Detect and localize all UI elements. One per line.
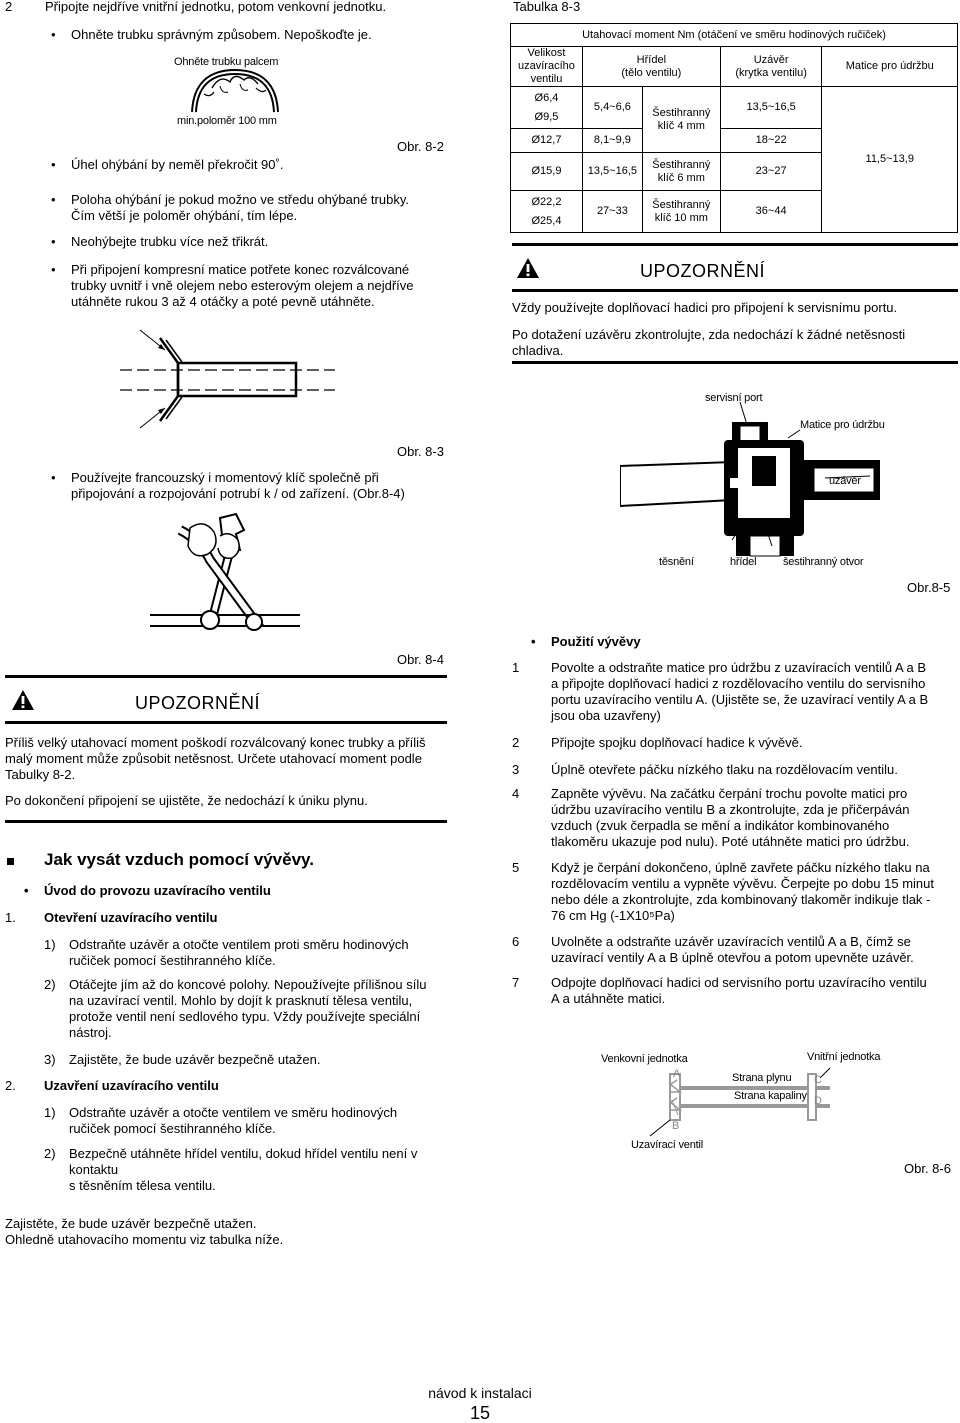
- table-cap-cell: 18~22: [720, 129, 822, 153]
- step-2-title: Připojte nejdříve vnitřní jednotku, potom venkovní jednotku.: [45, 0, 387, 14]
- bottom-line-1: Zajistěte, že bude uzávěr bezpečně utažen.: [5, 1216, 257, 1231]
- pump-step-4-line: vzduch (zvuk čerpadla se mění a indikátor kombinovaného: [551, 818, 890, 833]
- table-col-nut: Matice pro údržbu: [822, 47, 958, 87]
- close-valve-number: 2.: [5, 1078, 16, 1093]
- close-item-1-line: ručiček pomocí šestihranného klíče.: [69, 1121, 276, 1136]
- fig83-caption: Obr. 8-3: [397, 444, 444, 459]
- left-warning-bar: [5, 675, 447, 731]
- fig86-indoor: Vnitřní jednotka: [807, 1051, 881, 1063]
- table-nut-cell: 11,5~13,9: [822, 87, 958, 233]
- fig82-label-thumb: Ohněte trubku palcem: [174, 56, 279, 68]
- fig86-d: D: [814, 1095, 822, 1107]
- pump-step-5-line: Když je čerpání dokončeno, úplně zavřete páčku nízkého tlaku na: [551, 860, 930, 875]
- pump-step-4-num: 4: [512, 786, 520, 801]
- pump-step-3: [512, 762, 958, 778]
- table-col-size: Velikost uzavíracího ventilu: [511, 47, 583, 87]
- pump-step-5-line: nebo déle a zkontrolujte, zda kombinovaný tlakoměr indikuje tlak -: [551, 892, 931, 907]
- page-number: 15: [469, 1403, 491, 1423]
- open-item-3-num: 3): [44, 1052, 56, 1067]
- torque-table: [510, 23, 958, 233]
- pump-step-2: [512, 735, 958, 751]
- table-torque-cell: 8,1~9,9: [582, 129, 642, 153]
- pump-title: • Použití vývěvy: [551, 634, 641, 650]
- pump-step-7: [512, 975, 958, 1007]
- fig86-liquid: Strana kapaliny: [734, 1090, 807, 1102]
- open-item-2-line: Otáčejte jím až do koncové polohy. Nepoužívejte přílišnou sílu: [69, 977, 427, 992]
- bottom-line-2: Ohledně utahovacího momentu viz tabulka níže.: [5, 1232, 284, 1247]
- fig86-b: B: [672, 1120, 680, 1132]
- pump-step-1-line: portu uzavíracího ventilu A. (Ujistěte se, že uzavírací ventily A a B: [551, 692, 929, 707]
- open-valve-number: 1.: [5, 910, 16, 925]
- fig84-caption: Obr. 8-4: [397, 652, 444, 667]
- open-item-3: [44, 1052, 454, 1068]
- right-warning-text-1: Vždy používejte doplňovací hadici pro připojení k servisnímu portu.: [512, 300, 898, 315]
- table-col-cap: Uzávěr (krytka ventilu): [720, 47, 822, 87]
- fig85-service-port: servisní port: [705, 392, 763, 404]
- position-line-2: Čím větší je poloměr ohýbání, tím lépe.: [71, 208, 298, 223]
- flare-pipe-illustration: [120, 328, 335, 433]
- close-item-1-num: 1): [44, 1105, 56, 1120]
- right-warning-title: UPOZORNĚNÍ: [640, 261, 766, 281]
- right-warning-bottom-line: [512, 361, 958, 364]
- pump-step-5-line: 76 cm Hg (-1X10⁵Pa): [551, 908, 675, 923]
- pump-step-1-num: 1: [512, 660, 520, 675]
- table-key-cell: Šestihranný klíč 4 mm: [642, 87, 720, 153]
- wrench-line-2: připojování a rozpojování potrubí k / od zařízení. (Obr.8-4): [71, 486, 405, 501]
- oil-line-3: utáhněte rukou 3 až 4 otáčky a poté pevně utáhněte.: [71, 294, 375, 309]
- left-warning-bottom-line: [5, 820, 447, 823]
- pump-step-4-line: údržbu uzavíracího ventilu B a zkontrolujte, zda je přičerpáván: [551, 802, 910, 817]
- close-valve-title: Uzavření uzavíracího ventilu: [44, 1078, 219, 1093]
- table-size-cell: Ø15,9: [511, 153, 583, 191]
- left-warning-title: UPOZORNĚNÍ: [135, 693, 261, 713]
- valve-intro: • Úvod do provozu uzavíracího ventilu: [44, 883, 271, 899]
- threetimes-bullet: • Neohýbejte trubku více než třikrát.: [71, 234, 268, 250]
- left-warning-line-2: malý moment může způsobit netěsnost. Určete utahovací moment podle: [5, 751, 422, 766]
- pump-step-2-line: Připojte spojku doplňovací hadice k vývěvě.: [551, 735, 803, 750]
- angle-bullet: • Úhel ohýbání by neměl překročit 90˚.: [71, 157, 283, 173]
- open-item-2-num: 2): [44, 977, 56, 992]
- oil-line-1: • Při připojení kompresní matice potřete konec rozválcované: [71, 262, 410, 277]
- fig85-cap: uzávěr: [829, 475, 861, 487]
- pump-step-4-line: tlakoměru ukazuje pod nulu). Poté utáhněte matici pro údržbu.: [551, 834, 910, 849]
- warning-triangle-icon: [11, 689, 35, 711]
- fig85-hex: šestihranný otvor: [783, 556, 864, 568]
- wrench-illustration: [150, 510, 300, 640]
- table-size-cell: Ø12,7: [511, 129, 583, 153]
- wrench-line-1: • Používejte francouzský i momentový klíč společně při: [71, 470, 379, 485]
- pump-step-5-line: rozdělovacím ventilu a vypněte vývěvu. Čerpejte po dobu 15 minut: [551, 876, 934, 891]
- fig82-caption: Obr. 8-2: [397, 139, 444, 154]
- fig86-caption: Obr. 8-6: [904, 1161, 951, 1176]
- open-item-3-line: Zajistěte, že bude uzávěr bezpečně utažen.: [69, 1052, 321, 1067]
- position-bullet: [71, 192, 409, 224]
- open-item-2: [44, 977, 454, 1041]
- fig85-shaft: hřídel: [730, 556, 757, 568]
- square-bullet-icon: [7, 858, 14, 865]
- open-valve-title: Otevření uzavíracího ventilu: [44, 910, 218, 925]
- pump-step-7-line: Odpojte doplňovací hadici od servisního portu uzavíracího ventilu: [551, 975, 927, 990]
- bend-pipe-illustration: [190, 66, 280, 116]
- bottom-text: [5, 1216, 283, 1248]
- table-caption: Tabulka 8-3: [513, 0, 581, 14]
- fig82-label-radius: min.poloměr 100 mm: [177, 115, 277, 127]
- table-torque-cell: 13,5~16,5: [582, 153, 642, 191]
- pump-step-6-line: Uvolněte a odstraňte uzávěr uzavíracích ventilů A a B, čímž se: [551, 934, 911, 949]
- table-key-cell: Šestihranný klíč 10 mm: [642, 191, 720, 233]
- position-line-1: • Poloha ohýbání je pokud možno ve středu ohýbané trubky.: [71, 192, 409, 207]
- fig85-caption: Obr.8-5: [907, 580, 951, 595]
- pump-step-6-num: 6: [512, 934, 520, 949]
- right-warning-line-1: Po dotažení uzávěru zkontrolujte, zda nedochází k žádné netěsnosti: [512, 327, 906, 342]
- pump-step-4: [512, 786, 958, 850]
- vacuum-heading: Jak vysát vzduch pomocí vývěvy.: [44, 850, 314, 869]
- pump-step-5: [512, 860, 958, 924]
- step-2-number: 2: [5, 0, 13, 14]
- bend-bullet: • Ohněte trubku správným způsobem. Nepoškoďte je.: [71, 27, 372, 43]
- right-warning-line-2: chladiva.: [512, 343, 564, 358]
- table-torque-cell: 5,4~6,6: [582, 87, 642, 129]
- open-item-1-line: Odstraňte uzávěr a otočte ventilem proti směru hodinových: [69, 937, 409, 952]
- pump-step-3-line: Úplně otevřete páčku nízkého tlaku na rozdělovacím ventilu.: [551, 762, 898, 777]
- left-warning-text-2: Po dokončení připojení se ujistěte, že nedochází k úniku plynu.: [5, 793, 368, 808]
- pump-step-2-num: 2: [512, 735, 520, 750]
- wrench-bullet: [71, 470, 405, 502]
- fig86-outdoor: Venkovní jednotka: [601, 1053, 688, 1065]
- fig86-gas: Strana plynu: [732, 1072, 792, 1084]
- close-item-2-line: Bezpečně utáhněte hřídel ventilu, dokud hřídel ventilu není v kontaktu: [69, 1146, 418, 1177]
- footer-doc: návod k instalaci: [428, 1385, 532, 1401]
- right-warning-bar: [512, 243, 958, 299]
- right-warning-text-2: [512, 327, 905, 359]
- fig86-valve: Uzavírací ventil: [631, 1139, 703, 1151]
- pump-step-1-line: Povolte a odstraňte matice pro údržbu z uzavíracích ventilů A a B: [551, 660, 927, 675]
- close-item-1-line: Odstraňte uzávěr a otočte ventilem ve směru hodinových: [69, 1105, 398, 1120]
- pump-step-1: [512, 660, 958, 724]
- open-item-2-line: nástroj.: [69, 1025, 112, 1040]
- oil-bullet: [71, 262, 414, 310]
- pump-step-6-line: uzavírací ventily A a B úplně otevřou a potom upevněte uzávěr.: [551, 950, 914, 965]
- fig85-nut: Matice pro údržbu: [800, 419, 885, 431]
- table-cap-cell: 36~44: [720, 191, 822, 233]
- table-key-cell: Šestihranný klíč 6 mm: [642, 153, 720, 191]
- open-item-2-line: protože ventil není sedlového typu. Vždy používejte speciální: [69, 1009, 421, 1024]
- pump-step-5-num: 5: [512, 860, 520, 875]
- fig85-seal: těsnění: [659, 556, 694, 568]
- close-item-2-line: s těsněním tělesa ventilu.: [69, 1178, 216, 1193]
- left-warning-line-3: Tabulky 8-2.: [5, 767, 76, 782]
- pump-step-3-num: 3: [512, 762, 520, 777]
- table-cap-cell: 23~27: [720, 153, 822, 191]
- pump-step-7-line: A a utáhněte matici.: [551, 991, 666, 1006]
- close-item-2-num: 2): [44, 1146, 56, 1161]
- fig86-c: C: [814, 1074, 822, 1086]
- warning-triangle-icon: [516, 257, 540, 279]
- left-warning-text: [5, 735, 426, 783]
- pump-step-1-line: a připojte doplňovací hadici z rozdělovacího ventilu do servisního: [551, 676, 926, 691]
- left-warning-line-1: Příliš velký utahovací moment poškodí rozválcovaný konec trubky a příliš: [5, 735, 426, 750]
- table-col-shaft: Hřídel (tělo ventilu): [582, 47, 720, 87]
- fig86-a: A: [673, 1068, 681, 1080]
- table-torque-cell: 27~33: [582, 191, 642, 233]
- table-cap-cell: 13,5~16,5: [720, 87, 822, 129]
- pump-step-6: [512, 934, 958, 966]
- pump-step-1-line: jsou oba uzavřeny): [551, 708, 661, 723]
- open-item-1-line: ručiček pomocí šestihranného klíče.: [69, 953, 276, 968]
- table-size-cell: Ø22,2 Ø25,4: [511, 191, 583, 233]
- open-item-1-num: 1): [44, 937, 56, 952]
- table-header-span: Utahovací moment Nm (otáčení ve směru hodinových ručiček): [511, 24, 958, 47]
- pump-step-4-line: Zapněte vývěvu. Na začátku čerpání trochu povolte matici pro: [551, 786, 908, 801]
- open-item-1: [44, 937, 454, 969]
- open-item-2-line: na uzavírací ventil. Mohlo by dojít k prasknutí tělesa ventilu,: [69, 993, 413, 1008]
- close-item-2: [44, 1146, 464, 1194]
- oil-line-2: trubky uvnitř i vně olejem nebo esterovým olejem a nejdříve: [71, 278, 414, 293]
- close-item-1: [44, 1105, 454, 1137]
- pump-step-7-num: 7: [512, 975, 520, 990]
- table-size-cell: Ø6,4 Ø9,5: [511, 87, 583, 129]
